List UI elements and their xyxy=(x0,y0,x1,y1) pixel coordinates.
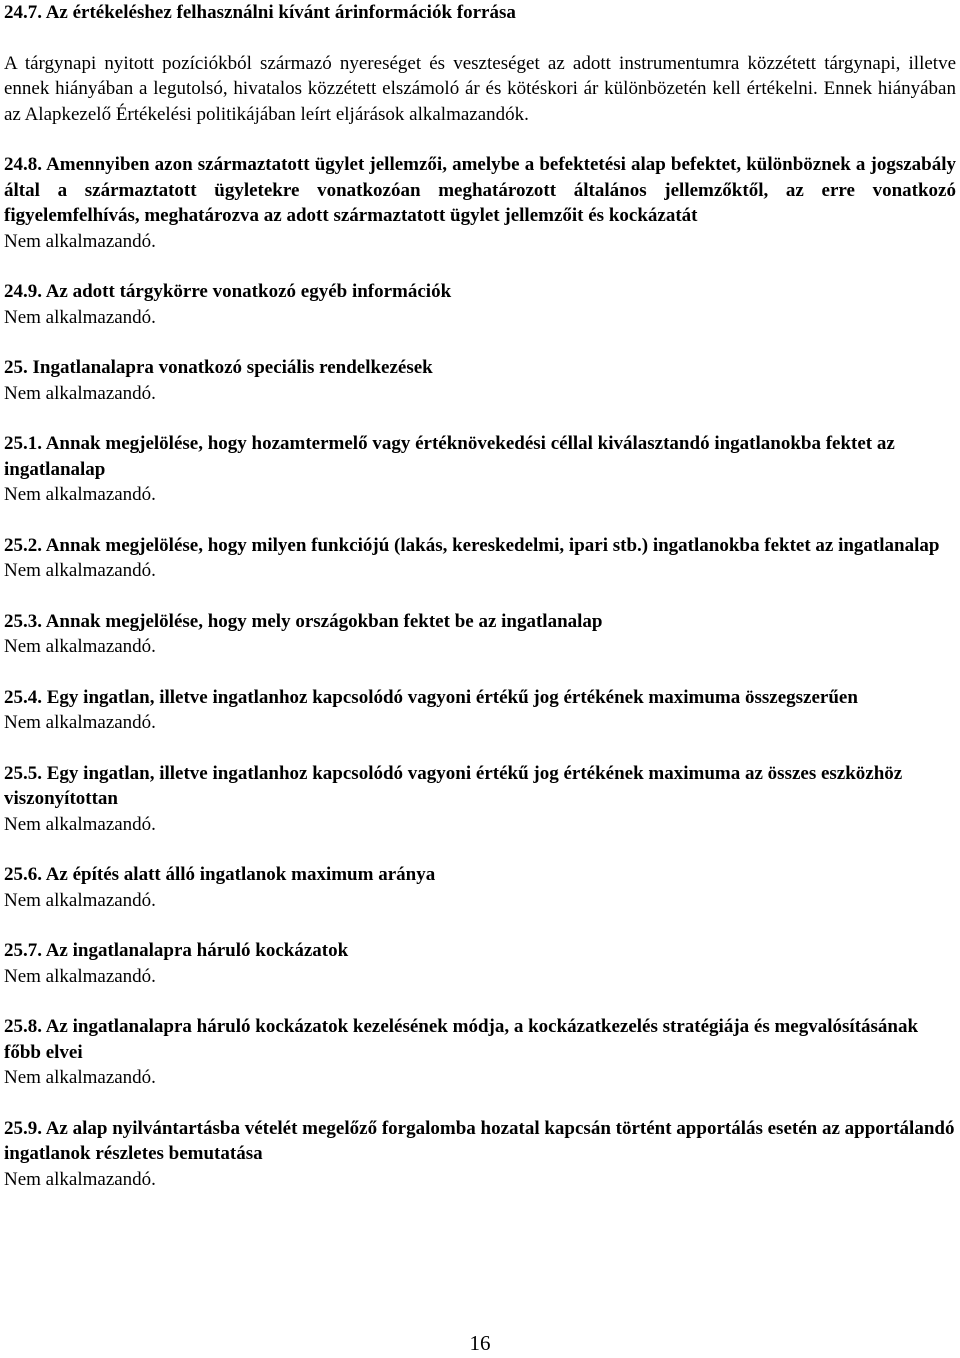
section-25-9-title: 25.9. Az alap nyilvántartásba vételét megelőző forgalomba hozatal kapcsán történt apportálás esetén az apportálandó ingatlanok részletes bemutatása xyxy=(4,1117,955,1164)
section-25-1-title: 25.1. Annak megjelölése, hogy hozamtermelő vagy értéknövekedési céllal kiválasztandó ingatlanokba fektet az ingatlanalap xyxy=(4,433,895,480)
section-25-4-title: 25.4. Egy ingatlan, illetve ingatlanhoz kapcsolódó vagyoni értékű jog értékének maximuma összegszerűen xyxy=(4,686,858,708)
section-24-9-body: Nem alkalmazandó. xyxy=(4,306,156,328)
section-25-8-title: 25.8. Az ingatlanalapra háruló kockázatok kezelésének módja, a kockázatkezelés stratégiája és megvalósításának főbb elvei xyxy=(4,1016,919,1063)
section-25-8-body: Nem alkalmazandó. xyxy=(4,1067,156,1088)
page-number: 16 xyxy=(469,1331,491,1355)
section-24-7-body: A tárgynapi nyitott pozíciókból származó nyereséget és veszteséget az adott instrumentumra közzétett tárgynapi, illetve ennek hiányában a legutolsó, hivatalos közzétett elszámoló ár és kötéskori ár különbözetén kell értékelni. Ennek hiányában az Alapkezelő Értékelési politikájában leírt eljárások alkalmazandók. xyxy=(4,52,956,125)
section-25-7-body: Nem alkalmazandó. xyxy=(4,965,156,987)
section-24-8-body: Nem alkalmazandó. xyxy=(4,230,156,252)
section-25-2-body: Nem alkalmazandó. xyxy=(4,560,156,581)
section-25-3-body: Nem alkalmazandó. xyxy=(4,636,156,657)
section-25-1-body: Nem alkalmazandó. xyxy=(4,484,156,505)
section-25-7-title: 25.7. Az ingatlanalapra háruló kockázatok xyxy=(4,940,349,961)
section-25-5-body: Nem alkalmazandó. xyxy=(4,813,156,835)
section-24-8-title: 24.8. Amennyiben azon származtatott ügylet jellemzői, amelybe a befektetési alap befektet, különböznek a jogszabály által a származtatott ügyletekre vonatkozóan meghatározott általános jellemzőktől, az erre vonatkozó figyelemfelhívás, meghatározva az adott származtatott ügylet jellemzőit és kockázatát xyxy=(4,154,956,226)
section-25-9-body: Nem alkalmazandó. xyxy=(4,1168,156,1190)
document-page xyxy=(4,0,956,1192)
section-24-7-title: 24.7. Az értékeléshez felhasználni kívánt árinformációk forrása xyxy=(4,2,516,23)
section-25-title: 25. Ingatlanalapra vonatkozó speciális rendelkezések xyxy=(4,357,433,378)
section-25-3-title: 25.3. Annak megjelölése, hogy mely országokban fektet be az ingatlanalap xyxy=(4,610,603,632)
section-24-9-title: 24.9. Az adott tárgykörre vonatkozó egyéb információk xyxy=(4,281,452,302)
section-25-5-title: 25.5. Egy ingatlan, illetve ingatlanhoz kapcsolódó vagyoni értékű jog értékének maximuma az összes eszközhöz viszonyítottan xyxy=(4,762,903,809)
section-25-body: Nem alkalmazandó. xyxy=(4,382,156,404)
section-25-6-title: 25.6. Az építés alatt álló ingatlanok maximum aránya xyxy=(4,864,436,885)
section-25-4-body: Nem alkalmazandó. xyxy=(4,712,156,733)
section-25-2-title: 25.2. Annak megjelölése, hogy milyen funkciójú (lakás, kereskedelmi, ipari stb.) ingatlanokba fektet az ingatlanalap xyxy=(4,534,940,556)
section-25-6-body: Nem alkalmazandó. xyxy=(4,889,156,911)
